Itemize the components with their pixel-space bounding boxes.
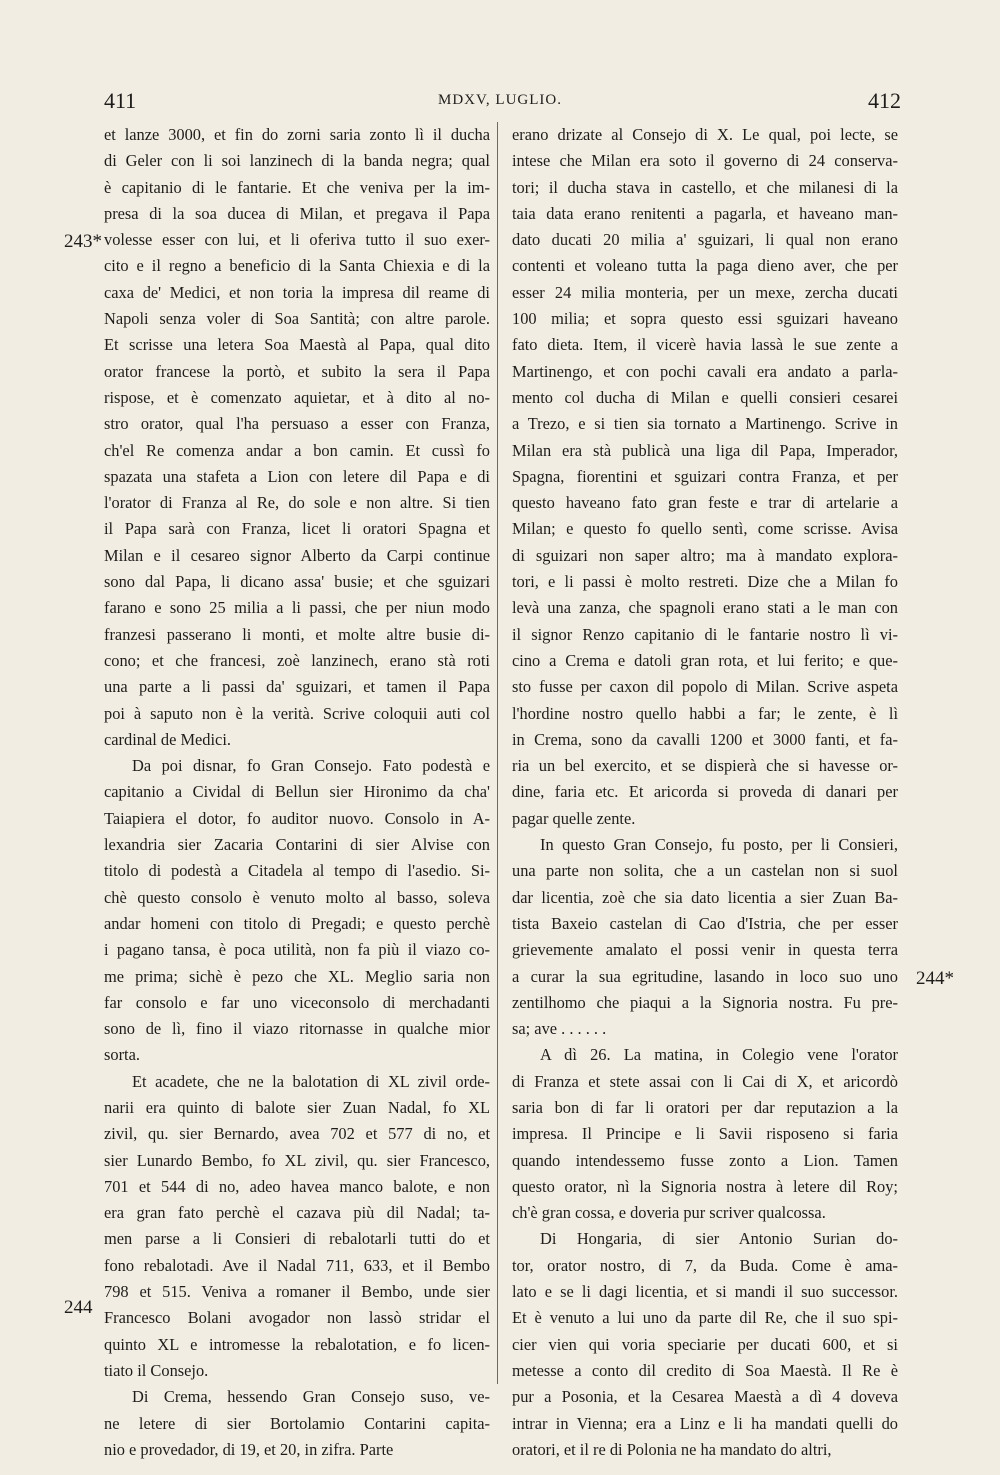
text-line: chè questo consolo è venuto molto al basso, soleva [104, 887, 490, 907]
text-line: grievemente amalato el possi venir in questa terra [512, 940, 898, 960]
text-line: et lanze 3000, et fin do zorni saria zonto lì il ducha [104, 125, 490, 144]
text-line: andar homeni con titolo di Pregadi; e questo perchè [104, 913, 490, 933]
text-line: dar licentia, zoè che sia dato licentia a sier Zuan Ba- [512, 887, 898, 907]
text-line: Da poi disnar, fo Gran Consejo. Fato podestà e [132, 756, 490, 776]
text-line: fono rebalotadi. Ave il Nadal 711, 633, et il Bembo [104, 1255, 490, 1275]
text-line: taia data erano renitenti a pagarla, et haveano man- [512, 203, 898, 223]
text-line: tiato il Consejo. [104, 1360, 209, 1380]
text-line: Martinengo, et con pochi cavali era andato a parla- [512, 361, 898, 381]
page-number-right: 412 [868, 88, 901, 113]
text-line: questo orator, nì la Signoria nostra à letere dil Roy; [512, 1176, 898, 1196]
text-line: sorta. [104, 1045, 140, 1065]
text-line: capitanio a Cividal di Bellun sier Hironimo da cha' [104, 782, 490, 802]
text-line: 798 et 515. Veniva a romaner il Bembo, unde sier [104, 1282, 490, 1302]
text-line: rispose, et è comenzato aquietar, et à dito al no- [104, 387, 490, 407]
text-line: Francesco Bolani avogador non lassò stridar el [104, 1308, 490, 1328]
text-line: Di Crema, hessendo Gran Consejo suso, ve- [132, 1387, 490, 1407]
text-line: 100 milia; et sopra questo essi sguizari haveano [512, 309, 898, 329]
text-line: intrar in Vienna; era a Linz e li ha mandati quelli do [512, 1413, 898, 1433]
text-line: Et è venuto a lui uno da parte dil Re, che il suo spi- [512, 1308, 898, 1328]
text-line: oratori, et il re di Polonia ne ha mandato do altri, [512, 1439, 832, 1459]
text-line: A dì 26. La matina, in Colegio vene l'orator [540, 1045, 898, 1065]
text-line: il Papa sarà con Franza, licet li oratori Spagna et [104, 519, 490, 539]
text-line: titolo di podestà a Citadela al tempo di l'asedio. Si- [104, 861, 490, 881]
text-line: Milan; e questo fo quello sentì, come scrisse. Avisa [512, 519, 898, 539]
text-line: 701 et 544 di no, adeo havea manco balote, e non [104, 1176, 490, 1196]
text-line: impresa. Il Principe e li Savii risposeno si faria [512, 1124, 898, 1144]
text-line: sa; ave . . . . . . [512, 1019, 607, 1039]
text-line: sono dal Papa, li dicano assa' busie; et che sguizari [104, 572, 490, 592]
text-line: in Crema, sono da cavalli 1200 et 3000 fanti, et fa- [512, 729, 898, 749]
text-line: orator francese la portò, et subito la sera il Papa [104, 361, 490, 381]
text-line: far consolo e far uno viceconsolo di merchadanti [104, 992, 490, 1012]
text-line: zentilhomo che piaqui a la Signoria nostra. Fu pre- [512, 992, 898, 1012]
right-text-column [512, 122, 898, 1463]
text-line: fato dieta. Item, il vicerè havia lassà le sue zente a [512, 335, 898, 355]
text-line: una parte a li passi da' sguizari, et tamen il Papa [104, 677, 490, 697]
text-line: esser 24 milia monteria, per un mexe, zercha ducati [512, 282, 898, 302]
text-line: intese che Milan era soto il governo di 24 conserva- [512, 151, 898, 171]
text-line: era gran fato perchè el cazava più dil Nadal; ta- [104, 1203, 490, 1223]
text-line: il signor Renzo capitanio di le fantarie nostro lì vi- [512, 624, 898, 644]
text-line: zivil, qu. sier Bernardo, avea 702 et 577 di no, et [104, 1124, 490, 1144]
text-line: Milan era stà publicà una liga dil Papa, Imperador, [512, 440, 898, 460]
page-number-left: 411 [104, 88, 137, 113]
text-line: nio e provedador, di 19, et 20, in zifra. Parte [104, 1439, 394, 1459]
text-line: sto fusse per caxon dil popolo di Milan. Scrive aspeta [512, 677, 898, 697]
text-line: tista Baxeio castelan di Cao d'Istria, che per esser [512, 913, 898, 933]
text-line: una parte non solita, che a un castelan non si suol [512, 861, 898, 881]
text-line: metesse a conto dil credito di Soa Maestà. Il Re è [512, 1360, 898, 1380]
text-line: cito e il regno a beneficio di la Santa Chiexia e di la [104, 256, 490, 276]
text-line: cino a Crema e datoli gran rota, et lui ferito; e que- [512, 650, 898, 670]
text-line: è capitanio di le fantarie. Et che veniva per la im- [104, 177, 490, 197]
page-header [0, 88, 1000, 118]
text-line: franzesi passerano li monti, et molte altre busie di- [104, 624, 490, 644]
text-line: dato ducati 20 milia a' sguizari, li qual non erano [512, 230, 898, 250]
text-line: caxa de' Medici, et non toria la impresa dil reame di [104, 282, 490, 302]
margin-note-left-1: 243* [64, 231, 102, 252]
text-line: i pagano tansa, è poca utilità, non fa più il viazo co- [104, 940, 490, 960]
text-line: dine, faria etc. Et aricorda si proveda di danari per [512, 782, 898, 802]
text-line: ne letere di sier Bortolamio Contarini capita- [104, 1413, 490, 1433]
text-line: di sguizari non saper altro; ma à mandato explora- [512, 545, 898, 565]
text-line: Et acadete, che ne la balotation di XL zivil orde- [132, 1071, 490, 1091]
text-line: saria bon di far li oratori per dar reputazion a la [512, 1097, 898, 1117]
text-line: poi à saputo non è la verità. Scrive coloquii auti col [104, 703, 490, 723]
text-line: quando intendessemo fusse zonto a Lion. Tamen [512, 1150, 898, 1170]
text-line: ria un bel exercito, et se dispierà che si havesse or- [512, 756, 898, 776]
text-line: l'orator di Franza al Re, do sole e non altre. Si tien [104, 493, 490, 513]
running-title: MDXV, LUGLIO. [438, 92, 562, 108]
text-line: stro orator, qual l'ha persuaso a esser con Franza, [104, 414, 490, 434]
text-line: Milan e il cesareo signor Alberto da Carpi continue [104, 545, 490, 565]
margin-note-left-2: 244 [64, 1297, 93, 1318]
text-line: Spagna, fiorentini et sguizari contra Franza, et per [512, 466, 898, 486]
text-line: tori; il ducha stava in castello, et che milanesi di la [512, 177, 898, 197]
text-line: men parse a li Consieri di rebalotarli tutti do et [104, 1229, 490, 1249]
text-line: levà una zanza, che spagnoli erano stati a le man con [512, 598, 898, 618]
text-line: tor, orator nostro, di 7, da Buda. Come è ama- [512, 1255, 898, 1275]
margin-note-right-1: 244* [916, 968, 954, 989]
text-line: Di Hongaria, di sier Antonio Surian do- [540, 1229, 898, 1249]
text-line: ch'el Re comenza andar a bon camin. Et cussì fo [104, 440, 490, 460]
text-line: lexandria sier Zacaria Contarini di sier Alvise con [104, 835, 490, 855]
text-line: contenti et voleano tutta la paga dieno aver, che per [512, 256, 898, 276]
text-line: di Geler con li soi lanzinech di la banda negra; qual [104, 151, 490, 171]
text-line: In questo Gran Consejo, fu posto, per li Consieri, [540, 835, 898, 855]
text-line: ch'è gran cossa, e doveria pur scriver qualcossa. [512, 1203, 826, 1223]
text-line: cono; et che francesi, zoè lanzinech, erano stà roti [104, 650, 490, 670]
text-line: me prima; sichè è pezo che XL. Meglio saria non [104, 966, 490, 986]
text-line: Taiapiera el dotor, fo auditor nuovo. Consolo in A- [104, 808, 490, 828]
text-line: questo haveano fato gran feste e trar di artelarie a [512, 493, 898, 513]
text-line: farano e sono 25 milia a li passi, che per niun modo [104, 598, 490, 618]
text-line: cier vien qui voria speciarie per ducati 600, et si [512, 1334, 898, 1354]
text-line: narii era quinto di balote sier Zuan Nadal, fo XL [104, 1097, 490, 1117]
text-line: pur a Posonia, et la Cesarea Maestà a dì 4 doveva [512, 1387, 898, 1407]
left-text-column [104, 122, 490, 1463]
text-line: volesse esser con lui, et li oferiva tutto il suo exer- [104, 230, 490, 250]
column-divider [497, 122, 498, 1384]
text-line: di Franza et stete assai con li Cai di X, et aricordò [512, 1071, 898, 1091]
text-line: sono de lì, fino il viazo ritornasse in qualche mior [104, 1019, 490, 1039]
text-line: tori, e li passi è molto restreti. Dize che a Milan fo [512, 572, 898, 592]
text-line: cardinal de Medici. [104, 729, 231, 749]
text-line: pagar quelle zente. [512, 808, 636, 828]
text-line: l'hordine nostro quello habbi a far; le zente, è lì [512, 703, 898, 723]
text-line: quinto XL e intromesse la rebalotation, e fo licen- [104, 1334, 490, 1354]
text-line: lato e se li dagi licentia, et si mandi il suo successor. [512, 1282, 898, 1302]
text-line: sier Lunardo Bembo, fo XL zivil, qu. sier Francesco, [104, 1150, 490, 1170]
text-line: presa di la soa ducea di Milan, et pregava il Papa [104, 203, 490, 223]
text-line: mento col ducha di Milan e quelli consieri cesarei [512, 387, 898, 407]
text-line: Napoli senza voler di Soa Santità; con altre parole. [104, 309, 490, 329]
text-line: a Trezo, e si tien sia tornato a Martinengo. Scrive in [512, 414, 898, 434]
text-line: spazata una stafeta a Lion con letere dil Papa e di [104, 466, 490, 486]
text-line: erano drizate al Consejo di X. Le qual, poi lecte, se [512, 125, 898, 144]
text-line: a curar la sua egritudine, lasando in loco suo uno [512, 966, 898, 986]
text-line: Et scrisse una letera Soa Maestà al Papa, qual dito [104, 335, 490, 355]
